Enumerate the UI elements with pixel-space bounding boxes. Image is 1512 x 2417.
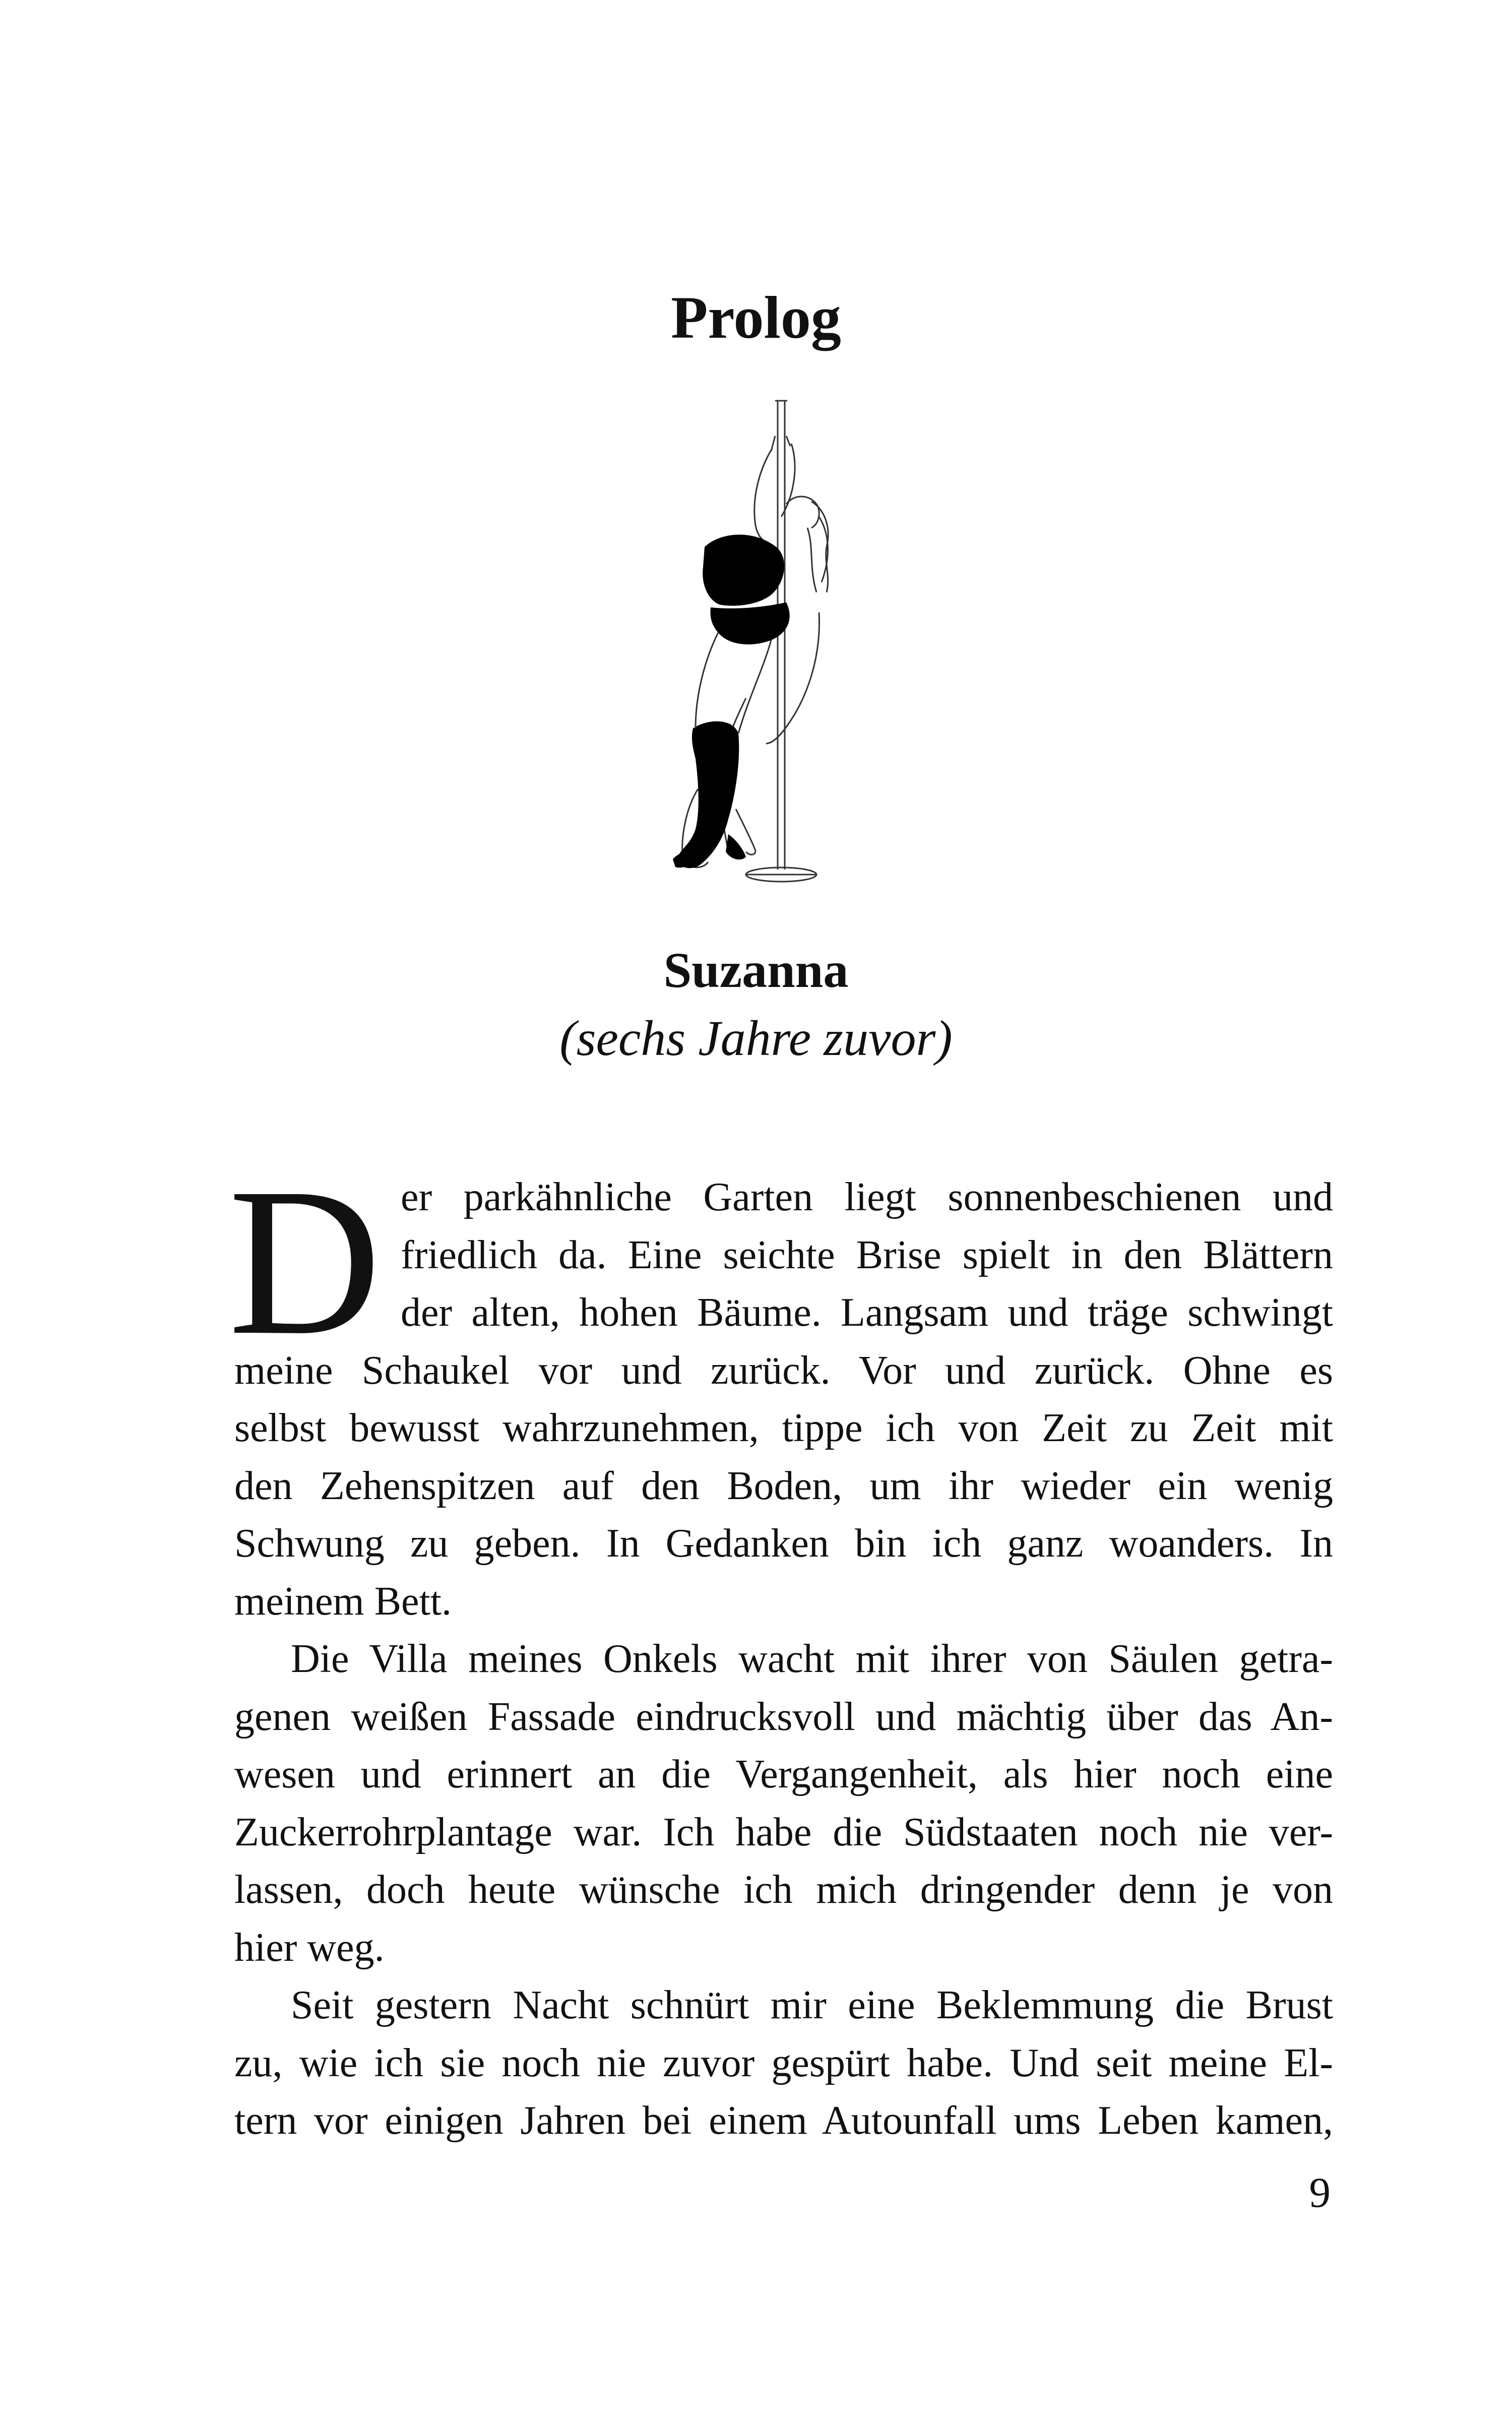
body-text (228, 1144, 1333, 2150)
text-line: den Zehenspitzen auf den Boden, um ihr wieder ein wenig (234, 1463, 1333, 1508)
text-line: Die Villa meines Onkels wacht mit ihrer von Säulen getra- (291, 1637, 1333, 1681)
text-line: er parkähnliche Garten liegt sonnenbeschienen und (401, 1175, 1333, 1219)
page-number: 9 (1309, 2169, 1331, 2216)
drop-cap: D (228, 1144, 382, 1379)
text-line: Zuckerrohrplantage war. Ich habe die Südstaaten noch nie ver- (234, 1810, 1333, 1854)
text-line: wesen und erinnert an die Vergangenheit, als hier noch eine (234, 1752, 1333, 1796)
text-line: zu, wie ich sie noch nie zuvor gespürt habe. Und seit meine El- (234, 2040, 1333, 2085)
text-line: meinem Bett. (234, 1579, 452, 1624)
text-line: selbst bewusst wahrzunehmen, tippe ich von Zeit zu Zeit mit (234, 1406, 1333, 1450)
text-line: hier weg. (234, 1925, 385, 1970)
text-line: lassen, doch heute wünsche ich mich dringender denn je von (234, 1868, 1333, 1912)
text-line: der alten, hohen Bäume. Langsam und träge schwingt (401, 1290, 1333, 1335)
text-line: genen weißen Fassade eindrucksvoll und mächtig über das An- (234, 1694, 1333, 1739)
text-line: Seit gestern Nacht schnürt mir eine Beklemmung die Brust (291, 1983, 1333, 2027)
character-name: Suzanna (663, 942, 849, 998)
text-line: Schwung zu geben. In Gedanken bin ich ganz woanders. In (234, 1521, 1333, 1566)
text-line: tern vor einigen Jahren bei einem Autounfall ums Leben kamen, (234, 2098, 1333, 2143)
text-line: meine Schaukel vor und zurück. Vor und zurück. Ohne es (234, 1348, 1333, 1393)
chapter-subtitle: (sechs Jahre zuvor) (559, 1010, 953, 1066)
chapter-title: Prolog (671, 284, 841, 351)
pole-dancer-illustration (620, 396, 857, 895)
text-line: friedlich da. Eine seichte Brise spielt in den Blättern (401, 1232, 1333, 1277)
